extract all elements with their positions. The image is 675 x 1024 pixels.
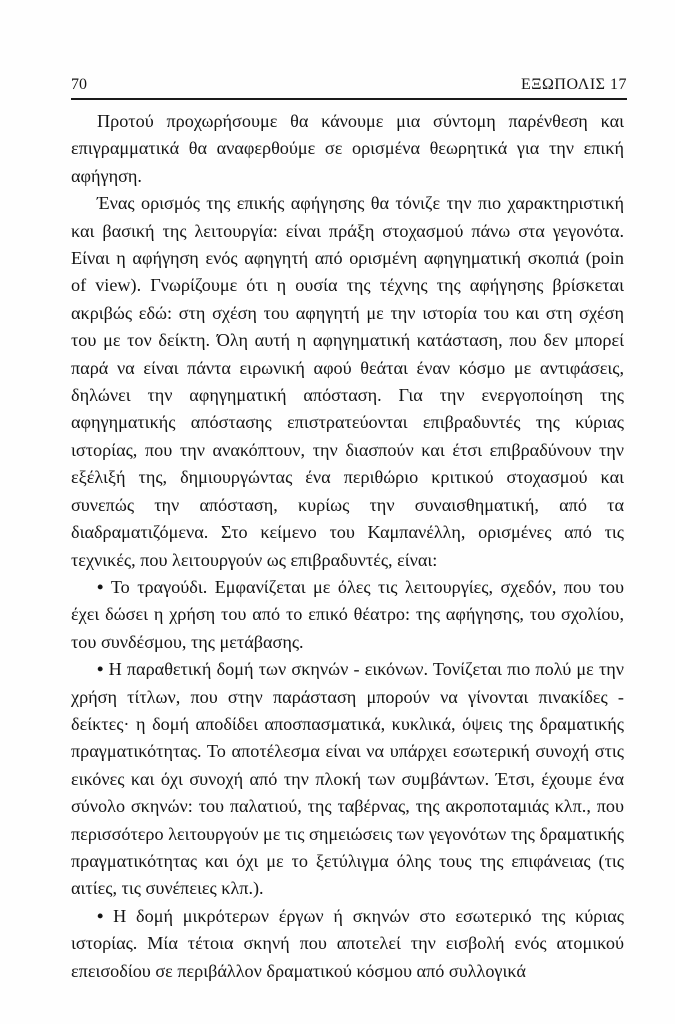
- bullet-item-song: [71, 574, 624, 656]
- paragraph-intro-text: Προτού προχωρήσουμε θα κάνουμε μια σύντομη παρένθεση και επιγραμματικά θα αναφερθούμε σε ορισμένα θεωρητικά για την επική αφήγηση.: [71, 111, 624, 186]
- page-number: 70: [71, 76, 87, 93]
- bullet-item-smaller-works: [71, 903, 624, 985]
- paragraph-definition-text: Ένας ορισμός της επικής αφήγησης θα τόνιζε την πιο χαρακτηριστική και βασική της λειτουργία: είναι πράξη στοχασμού πάνω στα γεγονότα. Είναι η αφήγηση ενός αφηγητή από ορισμένη αφηγηματική σκοπιά (poin of view). Γνωρίζουμε ότι η ουσία της τέχνης της αφήγησης βρίσκεται ακριβώς εδώ: στη σχέση του αφηγητή με την ιστορία του και στη σχέση του με τον δείκτη. Όλη αυτή η αφηγηματική κατάσταση, που δεν μπορεί παρά να είναι πάντα ειρωνική αφού θεάται έναν κόσμο με αντιφάσεις, δηλώνει την αφηγηματική απόσταση. Για την ενεργοποίηση της αφηγηματικής απόστασης επιστρατεύονται επιβραδυντές της κύριας ιστορίας, που την ανακόπτουν, την διασπούν και έτσι επιβραδύνουν την εξέλιξή της, δημιουργώντας ένα περιθώριο κριτικού στοχασμού και συνεπώς την απόσταση, κυρίως την συναισθηματική, από τα διαδραματιζόμενα. Στο κείμενο του Καμπανέλλη, ορισμένες από τις τεχνικές, που λειτουργούν ως επιβραδυντές, είναι:: [71, 193, 624, 570]
- page-header: [71, 74, 627, 100]
- bullet-item-smaller-works-text: Η δομή μικρότερων έργων ή σκηνών στο εσωτερικό της κύριας ιστορίας. Μία τέτοια σκηνή που αποτελεί την εισβολή ενός ατομικού επεισοδίου σε περιβάλλον δραματικού κόσμου από συλλογικά: [71, 905, 624, 981]
- bullet-item-scene-structure-text: Η παραθετική δομή των σκηνών - εικόνων. Τονίζεται πιο πολύ με την χρήση τίτλων, που στην παράσταση μπορούν να γίνονται πινακίδες - δείκτες· η δομή αποδίδει αποσπασματικά, κυκλικά, όψεις της δραματικής πραγματικότητας. Το αποτέλεσμα είναι να υπάρχει εσωτερική συνοχή στις εικόνες και όχι συνοχή από την πλοκή των συμβάντων. Έτσι, έχουμε ένα σύνολο σκηνών: του παλατιού, της ταβέρνας, της ακροποταμιάς κλπ., που περισσότερο λειτουργούν με τις σημειώσεις των γεγονότων της δραματικής πραγματικότητας και όχι με το ξετύλιγμα όλης τους της επιφάνειας (τις αιτίες, τις συνέπειες κλπ.).: [71, 659, 624, 899]
- running-head: ΕΞΩΠΟΛΙΣ 17: [520, 76, 627, 93]
- paragraph-intro: [71, 108, 624, 190]
- paragraph-definition: [71, 190, 624, 574]
- bullet-item-song-text: Το τραγούδι. Εμφανίζεται με όλες τις λειτουργίες, σχεδόν, που του έχει δώσει η χρήση του από το επικό θέατρο: της αφήγησης, του σχολίου, του συνδέσμου, της μετάβασης.: [71, 576, 624, 652]
- bullet-marker: •: [97, 905, 114, 926]
- bullet-item-scene-structure: [71, 656, 624, 903]
- bullet-marker: •: [97, 659, 109, 680]
- bullet-marker: •: [97, 576, 111, 597]
- body-text: [71, 108, 624, 985]
